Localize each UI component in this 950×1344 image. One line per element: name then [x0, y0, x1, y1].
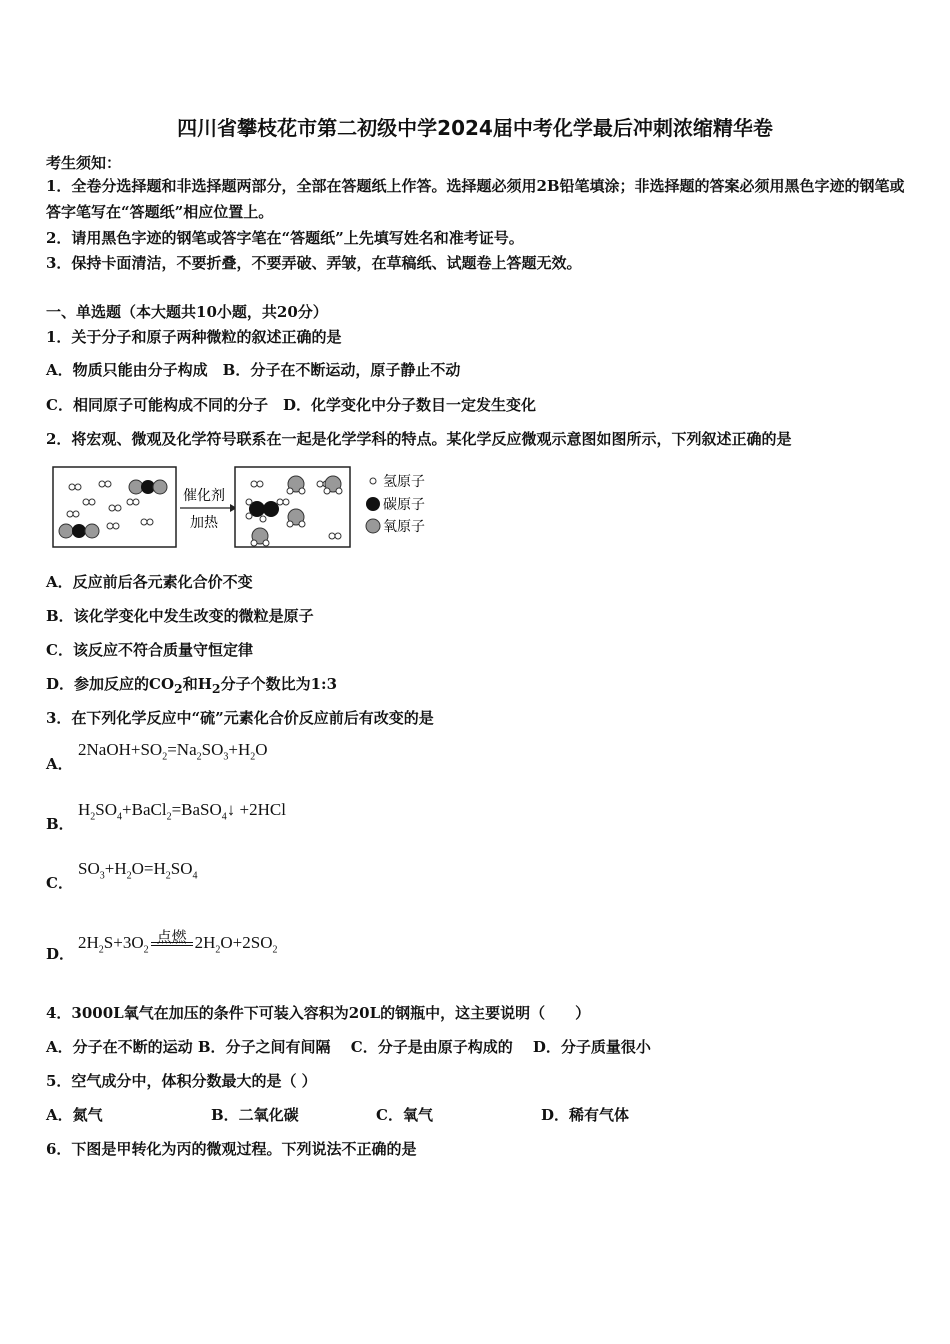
condition-bottom: 加热	[190, 515, 218, 531]
equation-a: $2NaOH+SO_2=Na_2SO_3+H_2O$	[78, 740, 268, 763]
notice-item: 1．全卷分选择题和非选择题两部分，全部在答题纸上作答。选择题必须用2B铅笔填涂；非选择题的答案必须用黑色字迹的钢笔或答字笔写在“答题纸”相应位置上。	[46, 177, 905, 221]
question-6-stem: 6．下图是甲转化为丙的微观过程。下列说法不正确的是	[46, 1140, 417, 1158]
question-5-option: B．二氧化碳	[211, 1106, 299, 1124]
question-1-options-row: C．相同原子可能构成不同的分子 D．化学变化中分子数目一定发生变化	[46, 396, 536, 414]
notice-heading: 考生须知：	[46, 154, 122, 172]
legend	[366, 474, 425, 535]
question-5-option: C．氧气	[376, 1106, 433, 1124]
question-5-option: A．氮气	[46, 1106, 103, 1124]
oxygen-atom-icon	[366, 519, 380, 533]
condition-top: 催化剂	[183, 488, 225, 504]
question-1-options-row: A．物质只能由分子构成 B．分子在不断运动，原子静止不动	[46, 361, 461, 379]
question-2-option: B．该化学变化中发生改变的微粒是原子	[46, 607, 314, 625]
question-5-stem: 5．空气成分中，体积分数最大的是（ ）	[46, 1072, 317, 1090]
question-3-label-d: D．	[46, 945, 75, 963]
question-3-label-b: B．	[46, 815, 74, 833]
legend-oxygen: 氧原子	[383, 519, 425, 535]
reaction-diagram-svg	[50, 464, 440, 556]
question-4-stem: 4．3000L氧气在加压的条件下可装入容积为20L的钢瓶中，这主要说明（ ）	[46, 1004, 591, 1022]
carbon-atom-icon	[366, 497, 380, 511]
notice-item: 2．请用黑色字迹的钢笔或答字笔在“答题纸”上先填写姓名和准考证号。	[46, 229, 524, 247]
question-2-option: A．反应前后各元素化合价不变	[46, 573, 253, 591]
water-molecule	[287, 509, 305, 527]
question-1-stem: 1．关于分子和原子两种微粒的叙述正确的是	[46, 328, 342, 346]
question-3-label-a: A．	[46, 755, 73, 773]
hydrogen-atom-icon	[370, 478, 376, 484]
question-2-stem: 2．将宏观、微观及化学符号联系在一起是化学学科的特点。某化学反应微观示意图如图所示，下列叙述正确的是	[46, 430, 792, 448]
page-title: 四川省攀枝花市第二初级中学2024届中考化学最后冲刺浓缩精华卷	[177, 116, 773, 140]
question-2-option: C．该反应不符合质量守恒定律	[46, 641, 253, 659]
question-3-label-c: C．	[46, 874, 73, 892]
water-molecule	[287, 476, 305, 494]
reaction-micro-diagram	[50, 464, 440, 560]
legend-hydrogen: 氢原子	[383, 474, 425, 490]
carbon-dioxide-molecule	[129, 480, 167, 494]
water-molecule	[251, 528, 269, 546]
question-3-stem: 3．在下列化学反应中“硫”元素化合价反应前后有改变的是	[46, 709, 434, 727]
question-5-option: D．稀有气体	[541, 1106, 630, 1124]
carbon-dioxide-molecule	[59, 524, 99, 538]
section-heading: 一、单选题（本大题共10小题，共20分）	[46, 303, 328, 321]
legend-carbon: 碳原子	[383, 497, 425, 513]
equation-d: $2H_2S+3O_2$ 点燃 $2H_2O+2SO_2$	[78, 928, 278, 956]
equation-c: $SO_3+H_2O=H_2SO_4$	[78, 859, 198, 882]
question-2-option-d: D．参加反应的$CO_2$和$H_2$分子个数比为1:3	[46, 675, 338, 696]
water-molecule	[324, 476, 342, 494]
equation-b: $H_2SO_4+BaCl_2=BaSO_4↓ +2HCl$	[78, 800, 286, 823]
question-4-options: A．分子在不断的运动 B．分子之间有间隔 C．分子是由原子构成的 D．分子质量很小	[46, 1038, 651, 1056]
notice-item: 3．保持卡面清洁，不要折叠，不要弄破、弄皱，在草稿纸、试题卷上答题无效。	[46, 254, 582, 272]
